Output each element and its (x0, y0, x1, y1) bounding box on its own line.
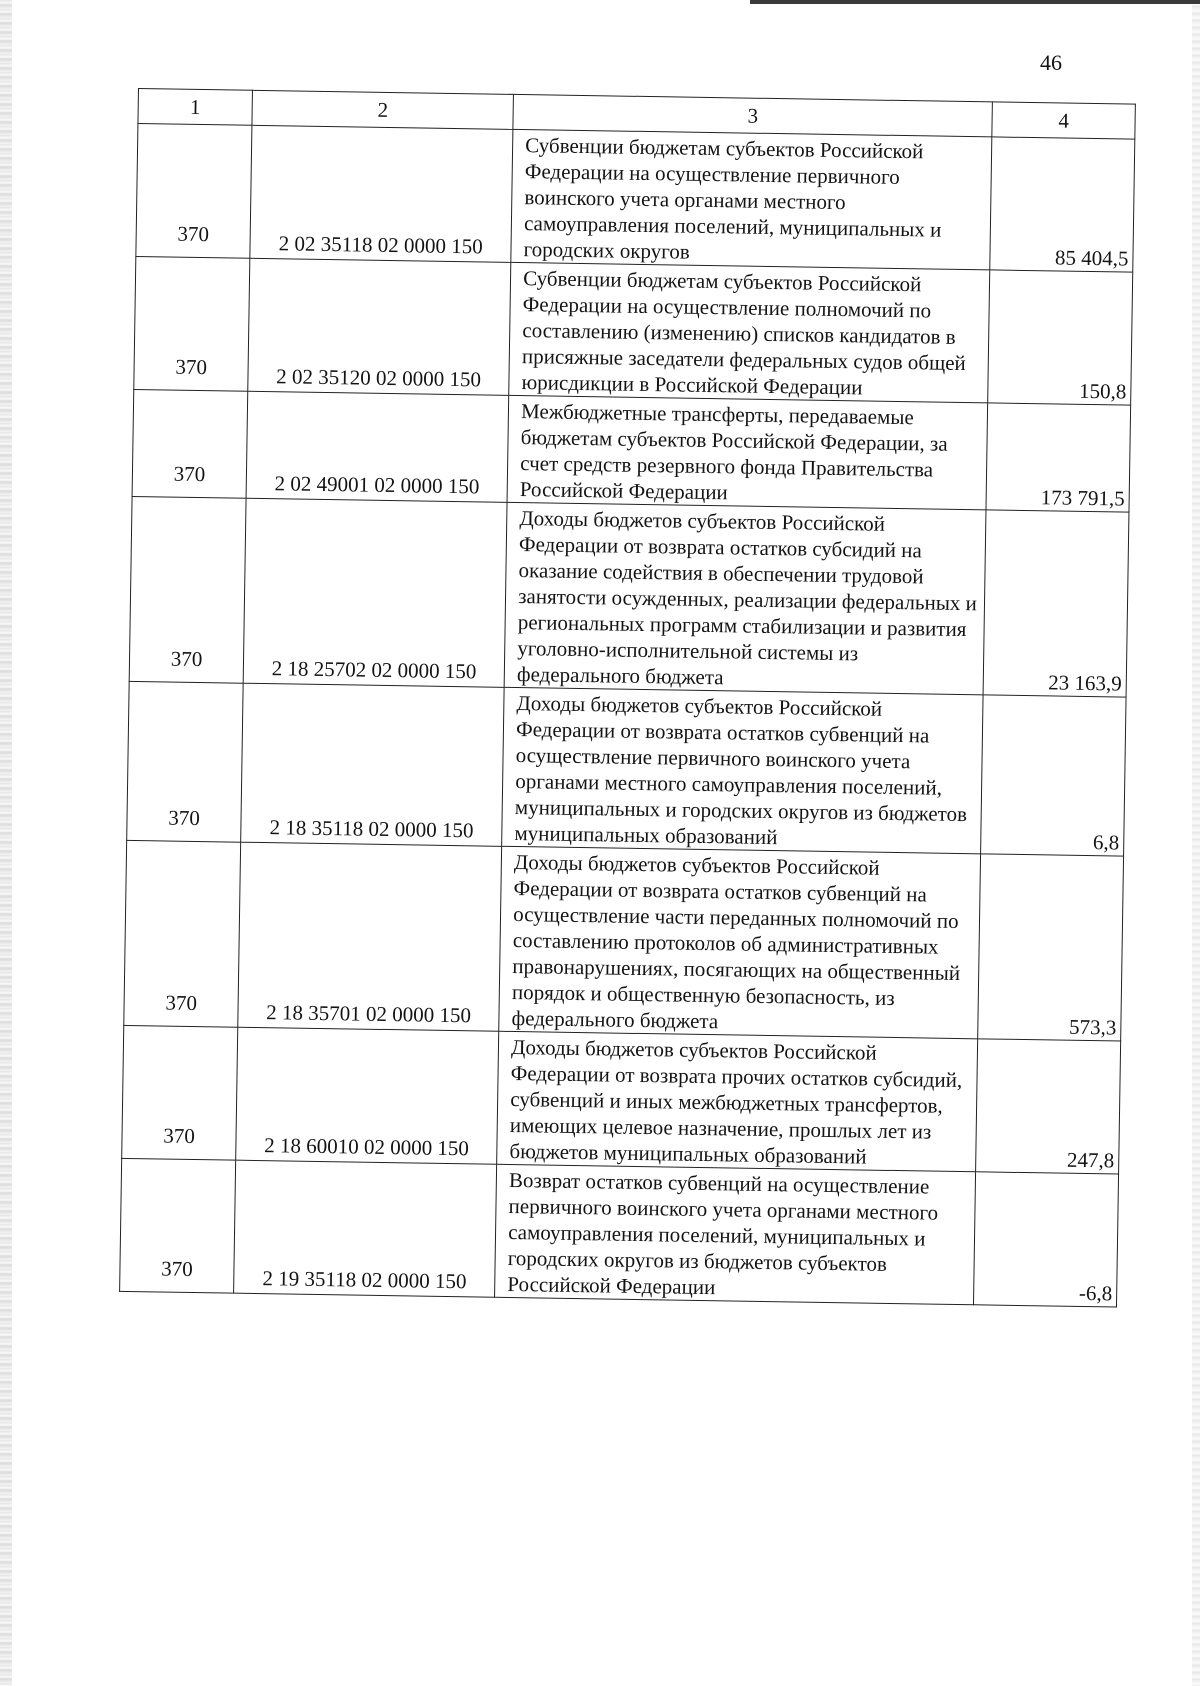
admin-code-cell: 370 (129, 496, 246, 683)
admin-code-cell: 370 (136, 124, 252, 259)
description-cell: Межбюджетные трансферты, передаваемые бюджетам субъектов Российской Федерации, за счет средств резервного фонда Правительства Российской Федерации (507, 395, 988, 510)
amount-cell: -6,8 (974, 1172, 1119, 1307)
scan-edge-top (750, 0, 1200, 4)
description-cell: Субвенции бюджетам субъектов Российской Федерации на осуществление полномочий по составлению (изменению) списков кандидатов в присяжные заседатели федеральных судов общей юрисдикции в Российской Федерации (509, 262, 990, 403)
table-row (124, 840, 1124, 1041)
description-cell: Доходы бюджетов субъектов Российской Федерации от возврата прочих остатков субсидий, субвенций и иных межбюджетных трансфертов, имеющих целевое назначение, прошлых лет из бюджетов муниципальных образований (497, 1031, 978, 1172)
header-cell-2: 2 (252, 90, 513, 129)
header-cell-3: 3 (513, 94, 993, 137)
amount-cell: 23 163,9 (983, 510, 1129, 697)
header-cell-4: 4 (992, 102, 1135, 139)
admin-code-cell: 370 (127, 681, 244, 842)
scan-edge-right (1192, 0, 1200, 1686)
amount-cell: 150,8 (988, 270, 1133, 405)
table-row (122, 1025, 1121, 1174)
table-row (129, 496, 1129, 697)
header-cell-1: 1 (138, 89, 253, 126)
revenue-code-cell: 2 02 35120 02 0000 150 (248, 258, 511, 395)
table-row (120, 1158, 1119, 1307)
admin-code-cell: 370 (120, 1158, 236, 1293)
revenue-code-cell: 2 18 35701 02 0000 150 (238, 842, 502, 1031)
table-row (134, 256, 1133, 405)
revenue-code-cell: 2 18 60010 02 0000 150 (236, 1027, 499, 1164)
admin-code-cell: 370 (134, 256, 250, 391)
budget-table (119, 88, 1136, 1308)
description-cell: Доходы бюджетов субъектов Российской Федерации от возврата остатков субвенций на осуществление первичного воинского учета органами местного самоуправления поселений, муниципальных и городских округов из бюджетов муниципальных образований (502, 687, 984, 854)
table-row (132, 389, 1131, 512)
table-row (136, 124, 1135, 273)
amount-cell: 173 791,5 (986, 403, 1130, 512)
description-cell: Возврат остатков субвенций на осуществление первичного воинского учета органами местного самоуправления поселений, муниципальных и городских округов из бюджетов субъектов Российской Федерации (495, 1164, 976, 1305)
admin-code-cell: 370 (122, 1025, 238, 1160)
description-cell: Доходы бюджетов субъектов Российской Федерации от возврата остатков субвенций на осуществление части переданных полномочий по составлению протоколов об административных правонарушениях, посягающих на общественный порядок и общественную безопасность, из федерального бюджета (499, 846, 981, 1039)
revenue-code-cell: 2 18 25702 02 0000 150 (243, 498, 507, 687)
amount-cell: 85 404,5 (990, 137, 1135, 272)
amount-cell: 6,8 (981, 695, 1126, 856)
revenue-code-cell: 2 19 35118 02 0000 150 (234, 1160, 497, 1297)
amount-cell: 247,8 (976, 1039, 1121, 1174)
revenue-code-cell: 2 02 35118 02 0000 150 (250, 125, 513, 262)
revenue-code-cell: 2 18 35118 02 0000 150 (241, 683, 504, 846)
revenue-code-cell: 2 02 49001 02 0000 150 (246, 391, 509, 502)
table-row (127, 681, 1126, 856)
description-cell: Доходы бюджетов субъектов Российской Федерации от возврата остатков субсидий на оказание содействия в обеспечении трудовой занятости осужденных, реализации федеральных и региональных программ стабилизации и развития уголовно-исполнительной системы из федерального бюджета (504, 502, 986, 695)
scan-edge-left (0, 0, 12, 1686)
admin-code-cell: 370 (132, 389, 248, 498)
description-cell: Субвенции бюджетам субъектов Российской Федерации на осуществление первичного воинского учета органами местного самоуправления поселений, муниципальных и городских округов (511, 129, 992, 270)
page-number: 46 (1040, 50, 1062, 75)
admin-code-cell: 370 (124, 840, 241, 1027)
amount-cell: 573,3 (978, 854, 1124, 1041)
